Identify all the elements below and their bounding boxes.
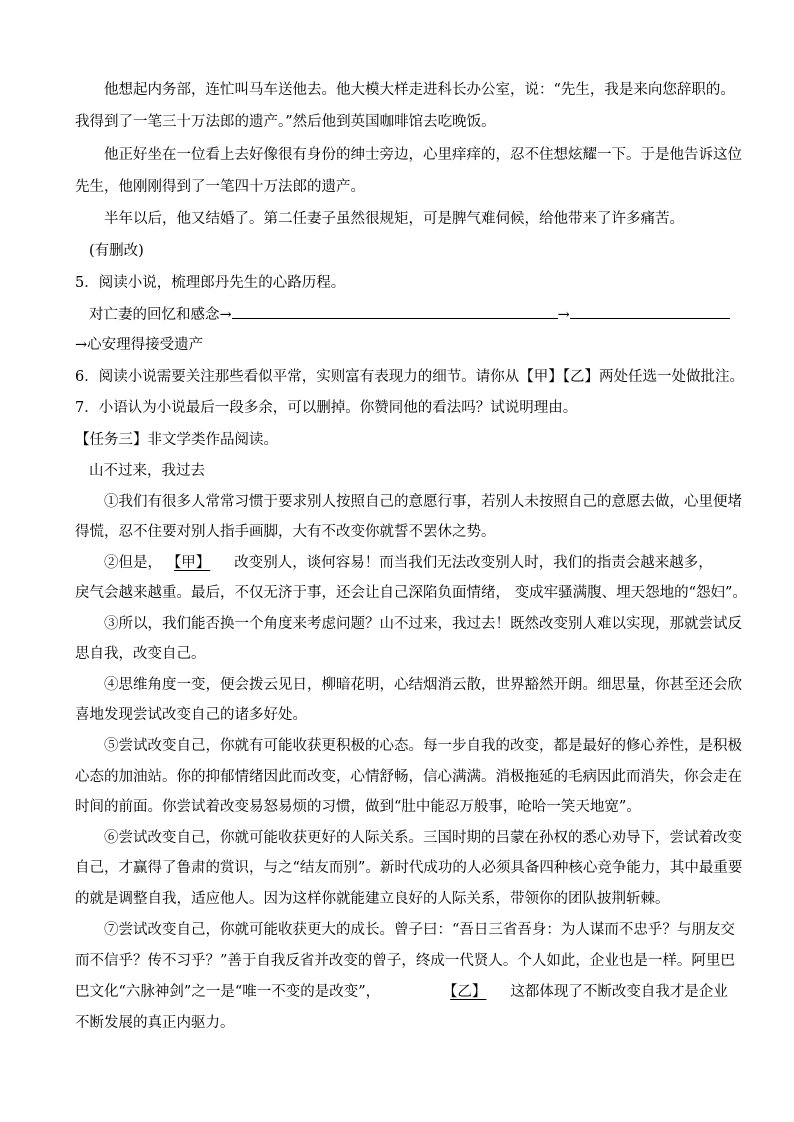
story-paragraph-2-line-1: 他正好坐在一位看上去好像很有身份的绅士旁边，心里痒痒的，忍不住想炫耀一下。于是他告诉这位 xyxy=(104,147,742,163)
article-para-1-line-1: ①我们有很多人常常习惯于要求别人按照自己的意愿行事，若别人未按照自己的意愿去做，心里便堵 xyxy=(104,494,742,510)
article-para-4-line-1: ④思维角度一变，便会拨云见日，柳暗花明，心结烟消云散，世界豁然开朗。细思量，你甚至还会欣 xyxy=(104,677,742,693)
article-para-7-line-2: 而不信乎？传不习乎？”善于自我反省并改变的曾子，终成一代贤人。个人如此，企业也是一样。阿里巴 xyxy=(75,953,735,969)
article-para-5-line-1: ⑤尝试改变自己，你就有可能收获更积极的心态。每一步自我的改变，都是最好的修心养性，是积极 xyxy=(104,738,742,754)
answer-blank-1[interactable] xyxy=(232,303,558,319)
article-para-7-line-3 xyxy=(75,982,728,1002)
story-paragraph-3: 半年以后，他又结婚了。第二任妻子虽然很规矩，可是脾气难伺候，给他带来了许多痛苦。 xyxy=(104,211,684,227)
story-paragraph-2-line-2: 先生，他刚刚得到了一笔四十万法郎的遗产。 xyxy=(75,179,365,195)
question-5-chain-end: →心安理得接受遗产 xyxy=(75,337,204,353)
article-para-7-line-1: ⑦尝试改变自己，你就可能收获更大的成长。曾子曰：“吾日三省吾身：为人谋而不忠乎？与朋友交 xyxy=(104,922,735,938)
article-para-3-line-2: 思自我，改变自己。 xyxy=(75,646,206,662)
blank-yi[interactable]: 【乙】 xyxy=(450,984,487,1000)
question-6: 6．阅读小说需要关注那些看似平常，实则富有表现力的细节。请你从【甲】【乙】两处任选一处做批注。 xyxy=(75,369,744,385)
task3-heading: 【任务三】非文学类作品阅读。 xyxy=(75,432,278,448)
chain-arrow: → xyxy=(557,307,570,323)
answer-blank-2[interactable] xyxy=(570,303,730,319)
question-5-chain xyxy=(89,303,730,325)
article-para-6-line-2: 自己，才赢得了鲁肃的赏识，与之“结友而别”。新时代成功的人必须具备四种核心竞争能力，其中最重要 xyxy=(75,860,743,876)
para-7-start: 巴文化“六脉神剑”之一是“唯一不变的是改变”， xyxy=(75,984,381,1000)
article-para-6-line-1: ⑥尝试改变自己，你就可能收获更好的人际关系。三国时期的吕蒙在孙权的悉心劝导下，尝试着改变 xyxy=(104,830,742,846)
chain-start-text: 对亡妻的回忆和感念→ xyxy=(89,307,232,323)
article-para-5-line-2: 心态的加油站。你的抑郁情绪因此而改变，心情舒畅，信心满满。消极拖延的毛病因此而消失，你会走在 xyxy=(75,769,742,785)
article-title: 山不过来，我过去 xyxy=(89,463,205,479)
question-7: 7．小语认为小说最后一段多余，可以删掉。你赞同他的看法吗？试说明理由。 xyxy=(75,400,578,416)
article-para-2-line-1 xyxy=(104,553,713,573)
article-para-2-line-2: 戾气会越来越重。最后，不仅无济于事，还会让自己深陷负面情绪， 变成牢骚满腹、埋天怨地的“怨妇”。 xyxy=(75,585,747,601)
article-para-1-line-2: 得慌，忍不住要对别人指手画脚，大有不改变你就誓不罢休之势。 xyxy=(75,524,496,540)
article-para-3-line-1: ③所以，我们能否换一个角度来考虑问题？山不过来，我过去！既然改变别人难以实现，那就尝试反 xyxy=(104,616,742,632)
article-para-7-line-4: 不断发展的真正内驱力。 xyxy=(75,1015,235,1031)
blank-jia[interactable]: 【甲】 xyxy=(174,555,211,571)
article-para-4-line-2: 喜地发现尝试改变自己的诸多好处。 xyxy=(75,707,307,723)
para-7-rest: 这都体现了不断改变自我才是企业 xyxy=(510,984,728,1000)
story-paragraph-1-line-2: 我得到了一笔三十万法郎的遗产。”然后他到英国咖啡馆去吃晚饭。 xyxy=(75,114,496,130)
para-2-rest: 改变别人，谈何容易！而当我们无法改变别人时，我们的指责会越来越多， xyxy=(234,555,713,571)
edit-note: (有删改) xyxy=(89,243,144,259)
para-2-start: ②但是， xyxy=(104,555,162,571)
story-paragraph-1-line-1: 他想起内务部，连忙叫马车送他去。他大模大样走进科长办公室，说：“先生，我是来向您辞职的。 xyxy=(104,82,735,98)
article-para-6-line-3: 的就是调整自我，适应他人。因为这样你就能建立良好的人际关系，带领你的团队披荆斩棘。 xyxy=(75,891,670,907)
question-5: 5．阅读小说，梳理郎丹先生的心路历程。 xyxy=(75,275,346,291)
article-para-5-line-3: 时间的前面。你尝试着改变易怒易烦的习惯，做到“肚中能忍万般事，呛哈一笑天地宽”。 xyxy=(75,799,641,815)
